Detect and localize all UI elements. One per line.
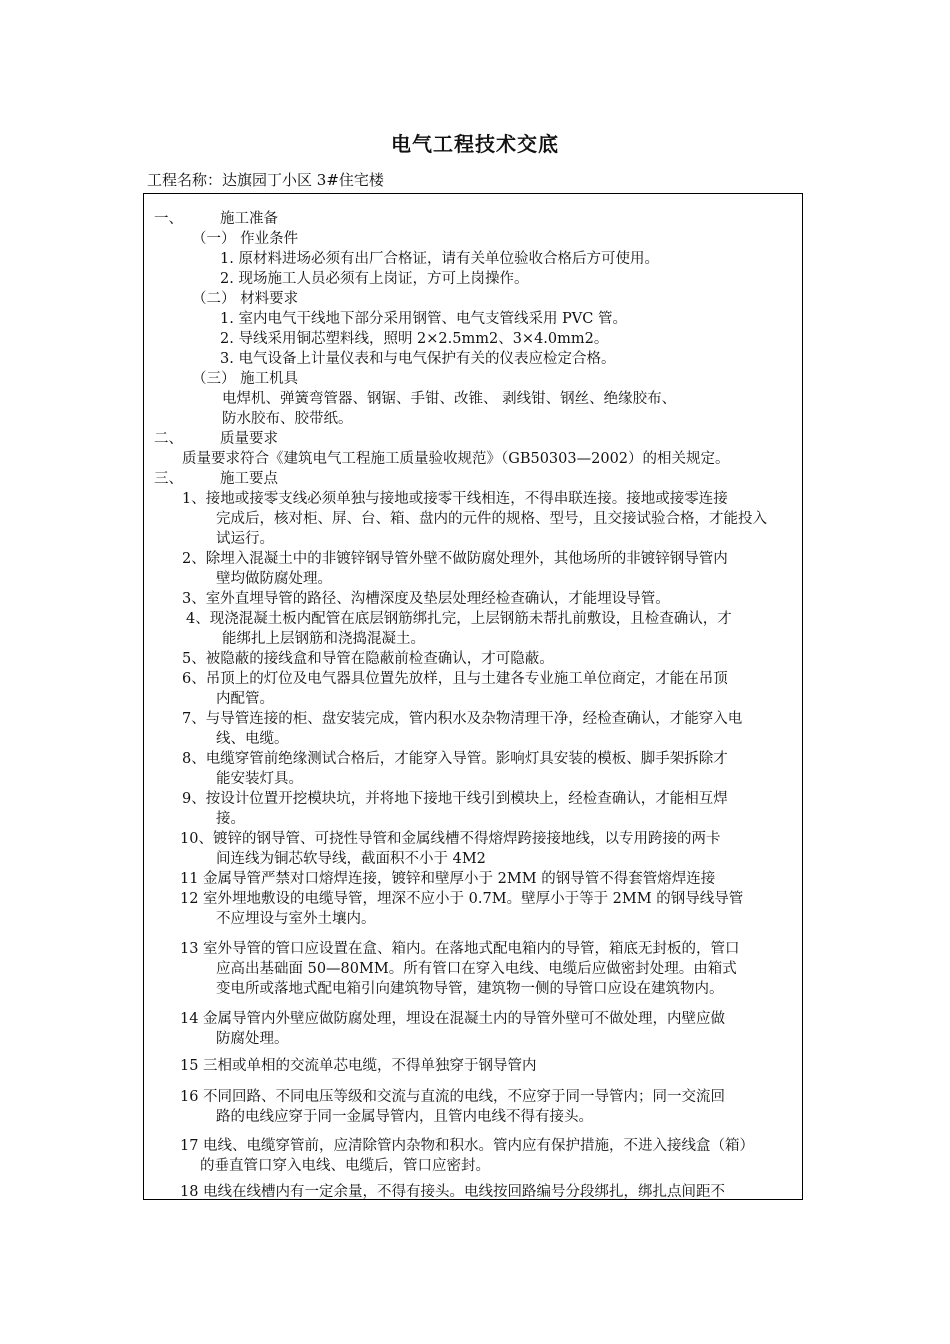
point-line: 10、镀锌的钢导管、可挠性导管和金属线槽不得熔焊跨接接地线，以专用跨接的两卡 <box>180 831 721 847</box>
point-line: 1、接地或接零支线必须单独与接地或接零干线相连，不得串联连接。接地或接零连接 <box>182 491 728 507</box>
point-line: 的垂直管口穿入电线、电缆后，管口应密封。 <box>200 1158 490 1174</box>
section-number: 三、 <box>154 471 183 487</box>
section-title: 施工准备 <box>220 211 278 227</box>
point-line: 完成后，核对柜、屏、台、箱、盘内的元件的规格、型号，且交接试验合格，才能投入 <box>216 511 767 527</box>
list-item: 2. 现场施工人员必须有上岗证，方可上岗操作。 <box>220 271 529 287</box>
text-line: 电焊机、弹簧弯管器、钢锯、手钳、改锥、 剥线钳、钢丝、绝缘胶布、 <box>222 391 677 407</box>
point-line: 9、按设计位置开挖模块坑，并将地下接地干线引到模块上，经检查确认，才能相互焊 <box>182 791 728 807</box>
section-title: 施工要点 <box>220 471 278 487</box>
point-line: 12 室外埋地敷设的电缆导管，埋深不应小于 0.7M。壁厚小于等于 2MM 的钢导线导管 <box>180 891 744 907</box>
point-line: 路的电线应穿于同一金属导管内，且管内电线不得有接头。 <box>216 1109 593 1125</box>
point-line: 15 三相或单相的交流单芯电缆，不得单独穿于钢导管内 <box>180 1058 537 1074</box>
point-line: 间连线为铜芯软导线，截面积不小于 4M2 <box>216 851 486 867</box>
point-line: 2、除埋入混凝土中的非镀锌钢导管外壁不做防腐处理外，其他场所的非镀锌钢导管内 <box>182 551 728 567</box>
point-line: 11 金属导管严禁对口熔焊连接，镀锌和壁厚小于 2MM 的钢导管不得套管熔焊连接 <box>180 871 716 887</box>
point-line: 应高出基础面 50—80MM。所有管口在穿入电线、电缆后应做密封处理。由箱式 <box>216 961 737 977</box>
point-line: 5、被隐蔽的接线盒和导管在隐蔽前检查确认，才可隐蔽。 <box>182 651 554 667</box>
point-line: 17 电线、电缆穿管前，应清除管内杂物和积水。管内应有保护措施，不进入接线盒（箱） <box>180 1138 755 1154</box>
point-line: 能安装灯具。 <box>216 771 303 787</box>
subsection-title: （二） 材料要求 <box>192 291 299 307</box>
point-line: 接。 <box>216 811 245 827</box>
list-item: 1. 原材料进场必须有出厂合格证，请有关单位验收合格后方可使用。 <box>220 251 659 267</box>
point-line: 变电所或落地式配电箱引向建筑物导管，建筑物一侧的导管口应设在建筑物内。 <box>216 981 724 997</box>
point-line: 16 不同回路、不同电压等级和交流与直流的电线，不应穿于同一导管内；同一交流回 <box>180 1089 726 1105</box>
list-item: 3. 电气设备上计量仪表和与电气保护有关的仪表应检定合格。 <box>220 351 616 367</box>
list-item: 2. 导线采用铜芯塑料线，照明 2×2.5mm2、3×4.0mm2。 <box>220 331 609 347</box>
section-title: 质量要求 <box>220 431 278 447</box>
section-number: 一、 <box>154 211 183 227</box>
content-box <box>143 193 803 1200</box>
point-line: 不应埋设与室外土壤内。 <box>216 911 376 927</box>
subsection-title: （三） 施工机具 <box>192 371 299 387</box>
point-line: 线、电缆。 <box>216 731 289 747</box>
document-title: 电气工程技术交底 <box>391 132 559 156</box>
text-line: 质量要求符合《建筑电气工程施工质量验收规范》（GB50303—2002）的相关规定。 <box>182 451 730 467</box>
point-line: 7、与导管连接的柜、盘安装完成，管内积水及杂物清理干净，经检查确认，才能穿入电 <box>182 711 743 727</box>
list-item: 1. 室内电气干线地下部分采用钢管、电气支管线采用 PVC 管。 <box>220 311 627 327</box>
project-name: 工程名称：达旗园丁小区 3#住宅楼 <box>147 171 384 189</box>
point-line: 防腐处理。 <box>216 1031 289 1047</box>
point-line: 8、电缆穿管前绝缘测试合格后，才能穿入导管。影响灯具安装的模板、脚手架拆除才 <box>182 751 728 767</box>
point-line: 4、现浇混凝土板内配管在底层钢筋绑扎完，上层钢筋未帮扎前敷设，且检查确认，才 <box>186 611 732 627</box>
point-line: 6、吊顶上的灯位及电气器具位置先放样，且与土建各专业施工单位商定，才能在吊顶 <box>182 671 728 687</box>
point-line: 能绑扎上层钢筋和浇捣混凝土。 <box>222 631 425 647</box>
point-line: 3、室外直埋导管的路径、沟槽深度及垫层处理经检查确认，才能埋设导管。 <box>182 591 670 607</box>
subsection-title: （一） 作业条件 <box>192 231 299 247</box>
section-number: 二、 <box>154 431 183 447</box>
point-line: 试运行。 <box>216 531 274 547</box>
point-line: 14 金属导管内外壁应做防腐处理，埋设在混凝土内的导管外壁可不做处理，内壁应做 <box>180 1011 726 1027</box>
point-line: 内配管。 <box>216 691 274 707</box>
point-line: 18 电线在线槽内有一定余量，不得有接头。电线按回路编号分段绑扎，绑扎点间距不 <box>180 1184 726 1200</box>
point-line: 13 室外导管的管口应设置在盒、箱内。在落地式配电箱内的导管，箱底无封板的，管口 <box>180 941 740 957</box>
text-line: 防水胶布、胶带纸。 <box>222 411 353 427</box>
point-line: 壁均做防腐处理。 <box>216 571 332 587</box>
